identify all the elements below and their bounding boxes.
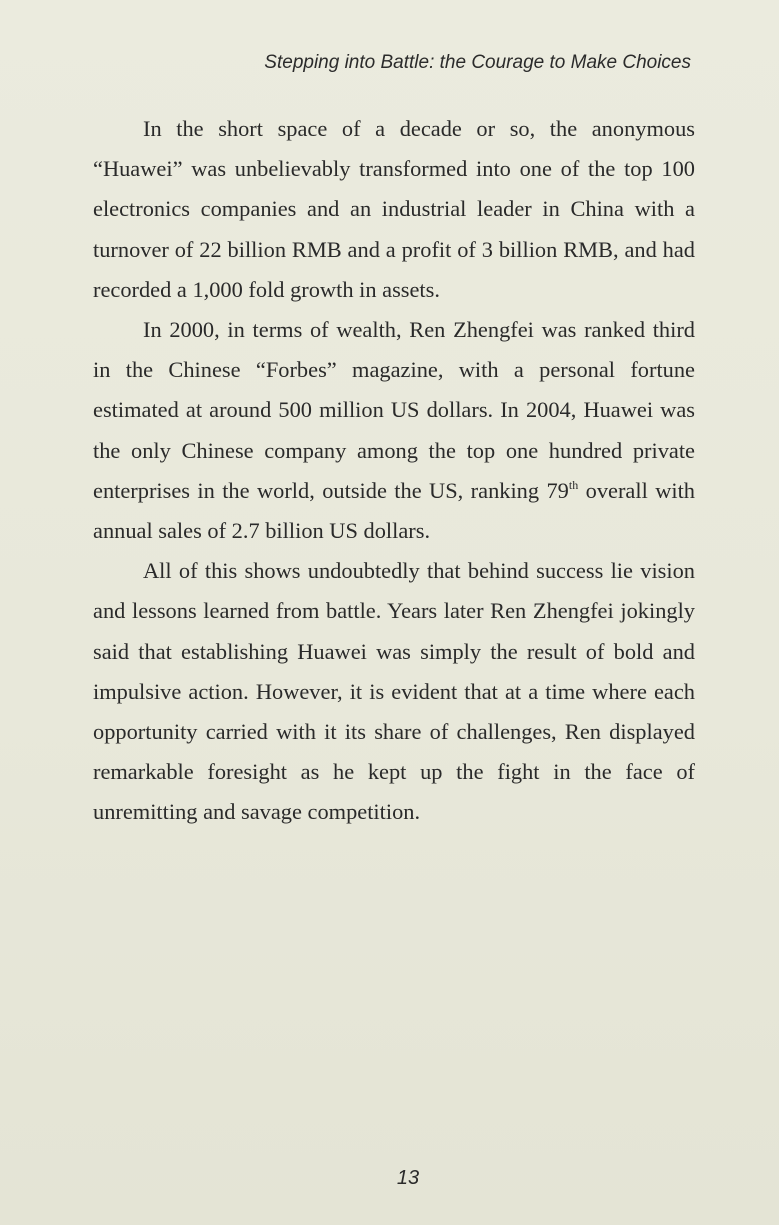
running-header: Stepping into Battle: the Courage to Make Choices	[264, 52, 691, 73]
paragraph-3: All of this shows undoubtedly that behind success lie vision and lessons learned from battle. Years later Ren Zhengfei jokingly said that establishing Huawei was simply the result of bold and impulsive action. However, it is evident that at a time where each opportunity carried with it its share of challenges, Ren displayed remarkable foresight as he kept up the fight in the face of unremitting and savage competition.	[93, 558, 695, 825]
paragraph-1: In the short space of a decade or so, the anonymous “Huawei” was unbelievably transformed into one of the top 100 electronics companies and an industrial leader in China with a turnover of 22 billion RMB and a profit of 3 billion RMB, and had recorded a 1,000 fold growth in assets.	[93, 116, 695, 302]
paragraph-2-text-after: overall with annual sales of 2.7 billion US dollars.	[93, 477, 695, 544]
body-text	[93, 109, 695, 833]
page-number: 13	[396, 1167, 420, 1189]
paragraph-2-text-before: In 2000, in terms of wealth, Ren Zhengfei was ranked third in the Chinese “Forbes” magazine, with a personal fortune estimated at around 500 million US dollars. In 2004, Huawei was the only Chinese company among the top one hundred private enterprises in the world, outside the US, ranking 79	[93, 317, 695, 503]
paragraph-2	[93, 310, 695, 551]
ordinal-superscript: th	[568, 477, 579, 492]
